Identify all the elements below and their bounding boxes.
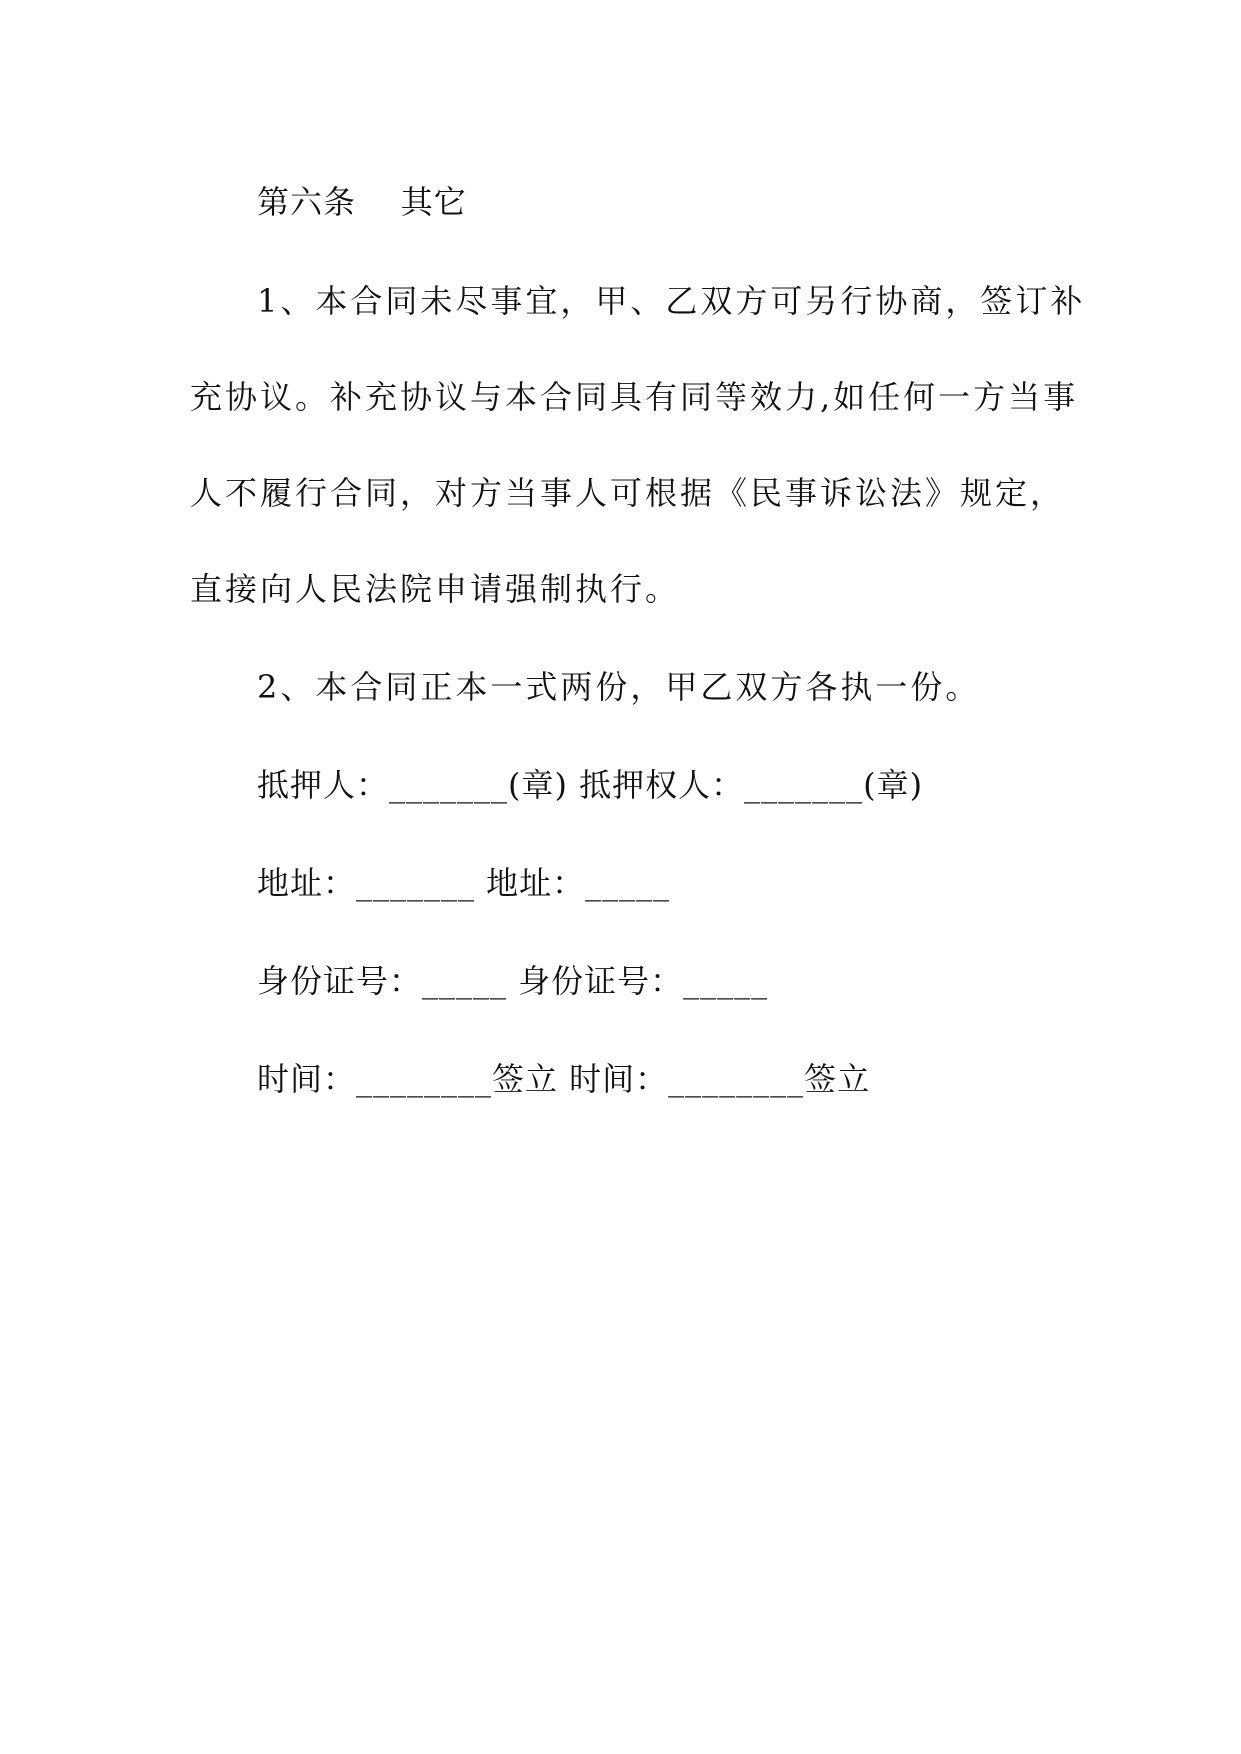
clause-1-line-1: 1、本合同未尽事宜，甲、乙双方可另行协商，签订补: [257, 282, 1086, 320]
signature-line-mortgagor: 抵押人：_______(章) 抵押权人：_______(章): [257, 766, 924, 804]
clause-1-line-3: 人不履行合同，对方当事人可根据《民事诉讼法》规定，: [190, 474, 1066, 512]
clause-1-line-2: 充协议。补充协议与本合同具有同等效力,如任何一方当事: [190, 378, 1079, 416]
signature-line-date: 时间：________签立 时间：________签立: [257, 1060, 871, 1098]
signature-line-address: 地址：_______ 地址：_____: [257, 864, 671, 902]
signature-line-id-number: 身份证号：_____ 身份证号：_____: [257, 962, 769, 1000]
article-heading: 第六条 其它: [257, 183, 467, 221]
clause-1-line-4: 直接向人民法院申请强制执行。: [190, 570, 681, 608]
clause-2: 2、本合同正本一式两份，甲乙双方各执一份。: [257, 668, 981, 706]
